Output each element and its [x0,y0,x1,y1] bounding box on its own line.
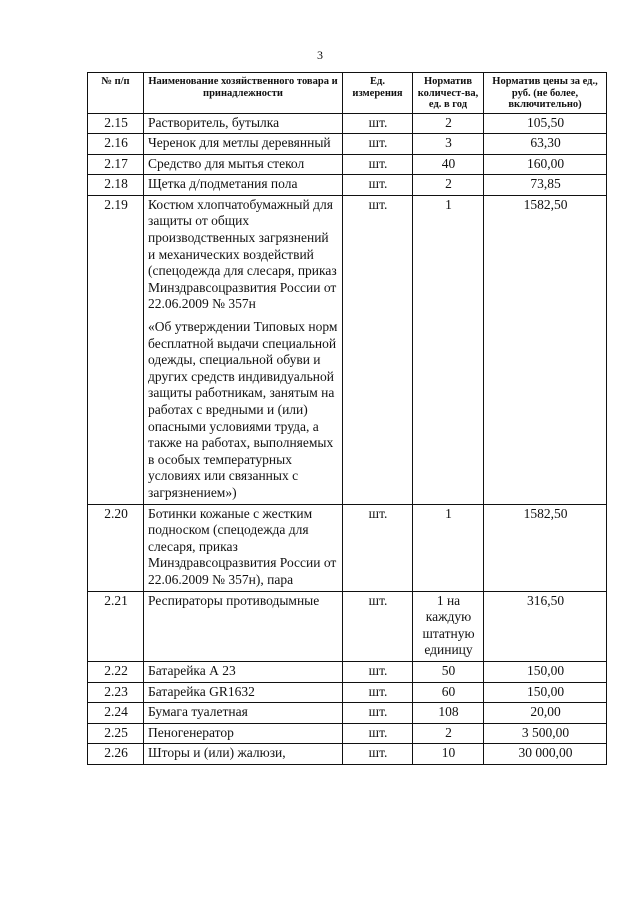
item-name-paragraph: Респираторы противодымные [148,592,320,608]
item-quantity: 3 [413,134,484,155]
item-name [144,154,343,175]
header-number: № п/п [88,73,144,114]
item-quantity: 2 [413,723,484,744]
item-quantity: 10 [413,744,484,765]
row-number: 2.17 [88,154,144,175]
table-body [88,113,607,764]
item-name [144,703,343,724]
item-unit: шт. [343,703,413,724]
item-price: 30 000,00 [484,744,607,765]
item-price: 150,00 [484,661,607,682]
table-row [88,175,607,196]
item-price: 150,00 [484,682,607,703]
item-name-paragraph: Батарейка А 23 [148,662,236,678]
item-name-paragraph: Шторы и (или) жалюзи, [148,745,286,761]
item-unit: шт. [343,682,413,703]
item-name-paragraph: Пеногенератор [148,724,234,740]
item-name [144,682,343,703]
table-row [88,591,607,661]
item-name-paragraph: Средство для мытья стекол [148,155,305,171]
row-number: 2.15 [88,113,144,134]
item-name-paragraph: Бумага туалетная [148,704,248,720]
table-row [88,723,607,744]
table-row [88,504,607,591]
item-unit: шт. [343,723,413,744]
item-quantity: 108 [413,703,484,724]
item-price: 105,50 [484,113,607,134]
item-name-paragraph: Костюм хлопчатобумажный для защиты от общих производственных загрязнений и механических воздействий (спецодежда для слесаря, приказ Минздравсоцразвития России от 22.06.2009 № 357н [148,196,337,312]
item-quantity: 1 [413,504,484,591]
item-quantity: 40 [413,154,484,175]
item-name-paragraph: Растворитель, бутылка [148,114,280,130]
item-unit: шт. [343,134,413,155]
item-unit: шт. [343,154,413,175]
row-number: 2.24 [88,703,144,724]
table-row [88,154,607,175]
item-quantity: 1 [413,195,484,504]
row-number: 2.20 [88,504,144,591]
table-row [88,661,607,682]
item-unit: шт. [343,661,413,682]
row-number: 2.25 [88,723,144,744]
row-number: 2.23 [88,682,144,703]
item-unit: шт. [343,591,413,661]
item-price: 63,30 [484,134,607,155]
item-name-paragraph: Черенок для метлы деревянный [148,135,331,151]
item-unit: шт. [343,744,413,765]
item-name [144,661,343,682]
item-price: 1582,50 [484,195,607,504]
page-number: 3 [317,48,323,62]
table-row [88,134,607,155]
item-name-paragraph: Ботинки кожаные с жестким подноском (спецодежда для слесаря, приказ Минздравсоцразвития России от 22.06.2009 № 357н), пара [148,505,337,587]
item-name-paragraph: Батарейка GR1632 [148,683,255,699]
header-quantity: Норматив количест-ва, ед. в год [413,73,484,114]
item-name [144,134,343,155]
item-quantity: 60 [413,682,484,703]
item-name [144,504,343,591]
item-price: 20,00 [484,703,607,724]
item-price: 73,85 [484,175,607,196]
table-row [88,682,607,703]
item-price: 160,00 [484,154,607,175]
item-unit: шт. [343,175,413,196]
table-row [88,195,607,504]
row-number: 2.19 [88,195,144,504]
table-row [88,744,607,765]
norms-table [87,72,607,765]
item-name-paragraph: «Об утверждении Типовых норм бесплатной выдачи специальной одежды, специальной обуви и других средств индивидуальной защиты работникам, занятым на работах с вредными и (или) опасными условиями труда, а также на работах, выполняемых в особых температурных условиях или связанных с загрязнением») [148,319,338,500]
row-number: 2.21 [88,591,144,661]
item-name [144,113,343,134]
item-unit: шт. [343,195,413,504]
table-header-row [88,73,607,114]
header-price: Норматив цены за ед., руб. (не более, включительно) [484,73,607,114]
item-price: 1582,50 [484,504,607,591]
item-name [144,175,343,196]
table-row [88,113,607,134]
header-name: Наименование хозяйственного товара и принадлежности [144,73,343,114]
item-name [144,591,343,661]
item-price: 316,50 [484,591,607,661]
item-quantity: 1 на каждую штатную единицу [413,591,484,661]
row-number: 2.22 [88,661,144,682]
item-name [144,723,343,744]
header-unit: Ед. измерения [343,73,413,114]
item-name-paragraph: Щетка д/подметания пола [148,176,298,192]
table-row [88,703,607,724]
row-number: 2.18 [88,175,144,196]
item-price: 3 500,00 [484,723,607,744]
item-quantity: 50 [413,661,484,682]
item-quantity: 2 [413,175,484,196]
item-name [144,744,343,765]
item-unit: шт. [343,113,413,134]
item-quantity: 2 [413,113,484,134]
row-number: 2.26 [88,744,144,765]
row-number: 2.16 [88,134,144,155]
item-unit: шт. [343,504,413,591]
item-name [144,195,343,504]
